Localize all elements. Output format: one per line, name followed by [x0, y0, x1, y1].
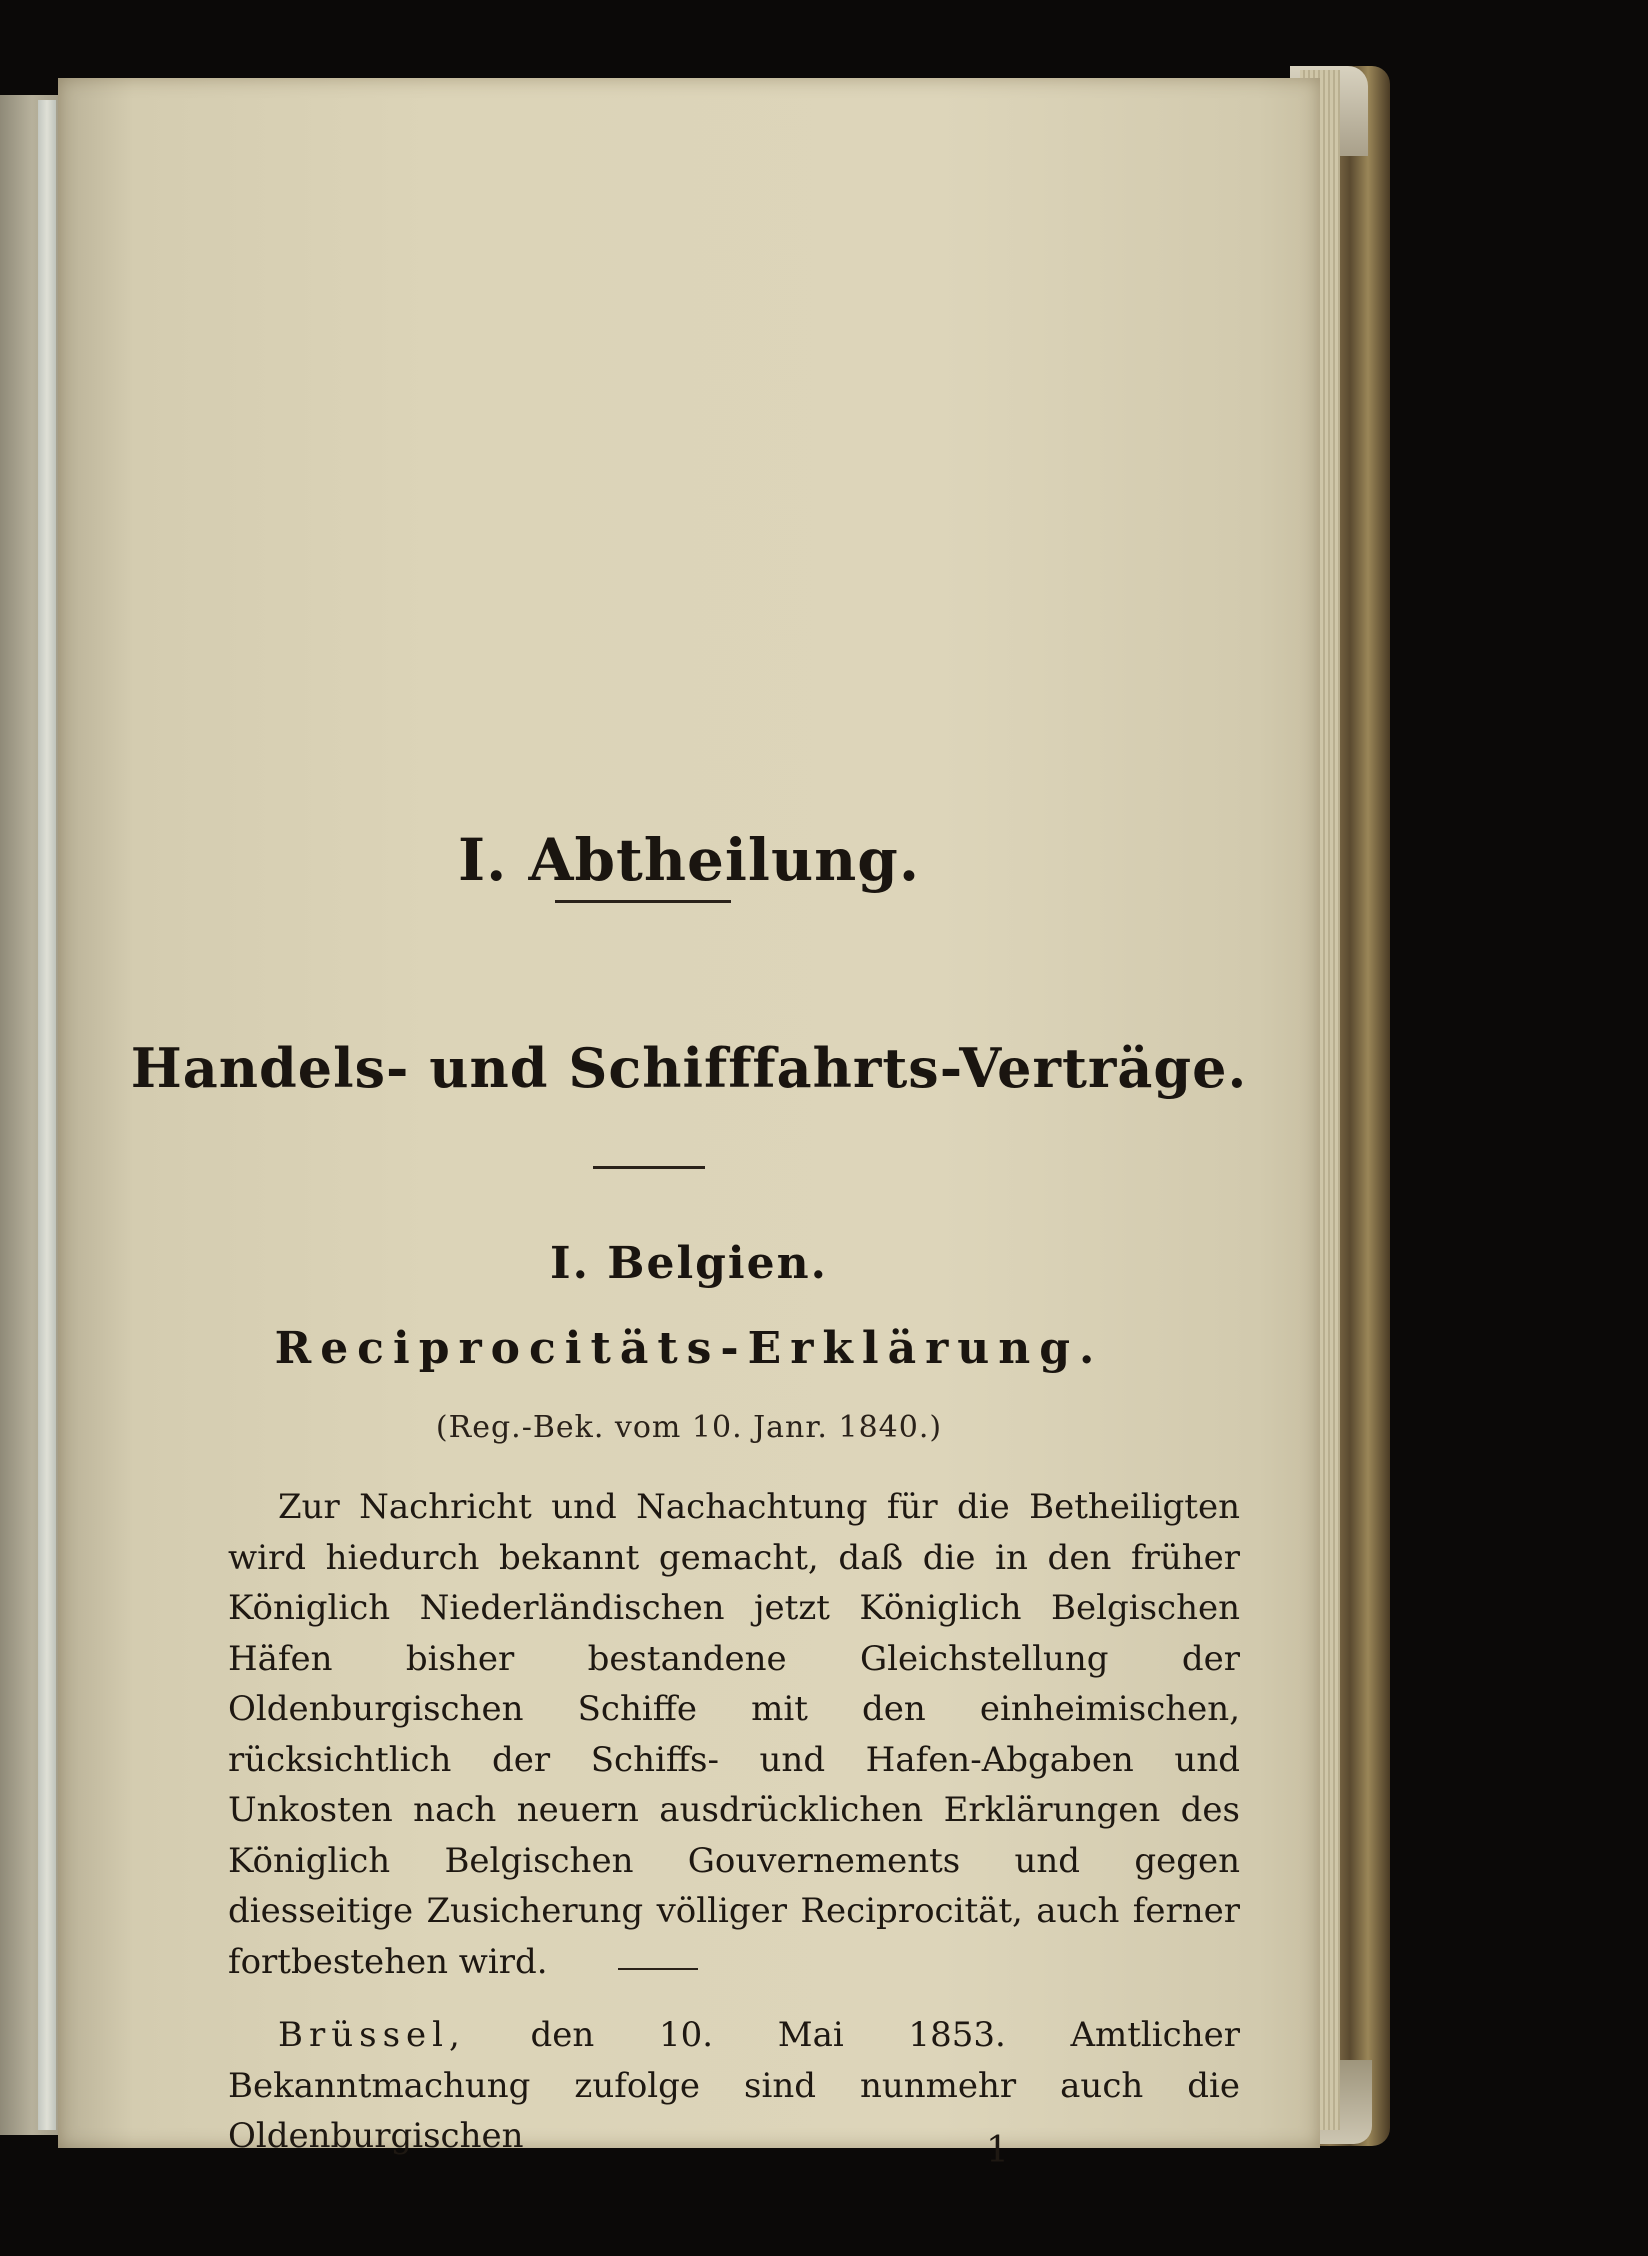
source-note: (Reg.-Bek. vom 10. Janr. 1840.) [435, 1410, 943, 1445]
paragraph-text: den 10. Mai 1853. Amtlicher Bekanntmachung zufolge sind nunmehr auch die Oldenburgischen [228, 2015, 1240, 2156]
body-paragraph: Zur Nachricht und Nachachtung für die Betheiligten wird hiedurch bekannt gemacht, daß die in den früher Königlich Niederländischen jetzt Königlich Belgischen Häfen bisher bestandene Gleichstellung der Oldenburgischen Schiffe mit den einheimischen, rücksichtlich der Schiffs- und Hafen-Abgaben und Unkosten nach neuern ausdrücklichen Erklärungen des Königlich Belgischen Gouvernements und gegen diesseitige Zusicherung völliger Reciprocität, auch ferner fortbestehen wird. [228, 1487, 1240, 1982]
page-number: 1 [986, 2130, 1009, 2171]
book-page [58, 78, 1320, 2171]
place-name: Brüssel, [278, 2015, 466, 2055]
document-title: Reciprocitäts-Erklärung. [274, 1323, 1104, 1374]
body-paragraph-continued [228, 2010, 1240, 2162]
divider-rule [618, 1968, 698, 1970]
divider-rule [555, 900, 731, 903]
binding-strip [38, 100, 56, 2130]
divider-rule [593, 1166, 705, 1169]
subheading: Handels- und Schifffahrts-Verträge. [130, 1036, 1248, 1100]
country-heading: I. Belgien. [550, 1238, 828, 1289]
section-heading: I. Abtheilung. [457, 826, 921, 894]
